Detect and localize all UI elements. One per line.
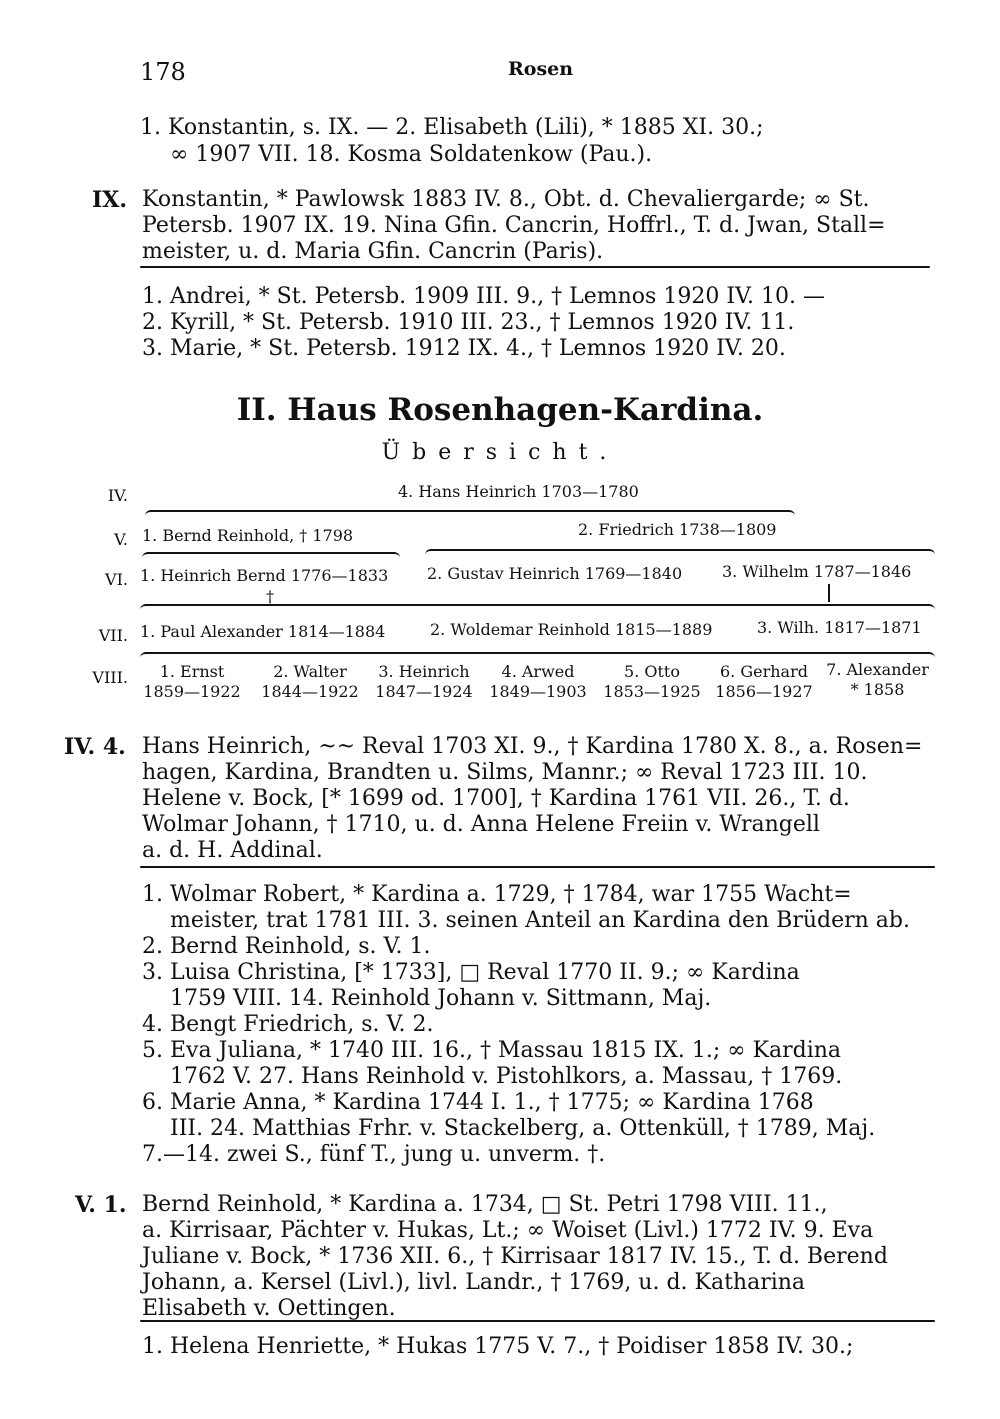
tree-gen-viii-date-1: 1859—1922 <box>143 682 241 701</box>
tree-bar-v1 <box>142 552 400 558</box>
tree-cross-mark: † <box>266 587 274 606</box>
top-line-1: 1. Konstantin, s. IX. — 2. Elisabeth (Lili), * 1885 XI. 30.; <box>140 115 764 140</box>
tree-gen-vii-item-3: 3. Wilh. 1817—1871 <box>757 618 922 637</box>
entry-iv4-child-6-cont: III. 24. Matthias Frhr. v. Stackelberg, a. Ottenküll, † 1789, Maj. <box>170 1116 876 1141</box>
tree-gen-viii-name-1: 1. Ernst <box>159 662 225 681</box>
entry-iv4-line-3: Helene v. Bock, [* 1699 od. 1700], † Kardina 1761 VII. 26., T. d. <box>142 786 850 811</box>
tree-bar-v2 <box>425 549 935 555</box>
tree-gen-vi-label: VI. <box>105 570 128 589</box>
entry-v1-line-3: Juliane v. Bock, * 1736 XII. 6., † Kirrisaar 1817 IV. 15., T. d. Berend <box>142 1244 888 1269</box>
tree-bar-iv <box>145 510 795 516</box>
tree-gen-viii-date-2: 1844—1922 <box>261 682 359 701</box>
tree-gen-v-item-1: 1. Bernd Reinhold, † 1798 <box>142 526 354 545</box>
tree-gen-viii-name-6: 6. Gerhard <box>720 662 808 681</box>
entry-iv4-child-7-14: 7.—14. zwei S., fünf T., jung u. unverm. †. <box>142 1142 606 1167</box>
entry-v1-line-4: Johann, a. Kersel (Livl.), livl. Landr., † 1769, u. d. Katharina <box>142 1270 806 1295</box>
entry-ix-child-3: 3. Marie, * St. Petersb. 1912 IX. 4., † Lemnos 1920 IV. 20. <box>142 336 786 361</box>
tree-bar-vii <box>140 652 935 658</box>
entry-iv4-child-6: 6. Marie Anna, * Kardina 1744 I. 1., † 1775; ∞ Kardina 1768 <box>142 1090 814 1115</box>
entry-iv4-label: IV. 4. <box>64 734 126 760</box>
tree-gen-viii-date-3: 1847—1924 <box>375 682 473 701</box>
tree-gen-viii-date-6: 1856—1927 <box>715 682 813 701</box>
entry-v1-line-5: Elisabeth v. Oettingen. <box>142 1296 396 1321</box>
entry-iv4-child-1: 1. Wolmar Robert, * Kardina a. 1729, † 1784, war 1755 Wacht= <box>142 882 852 907</box>
tree-gen-viii-name-7: 7. Alexander <box>826 660 929 679</box>
entry-iv4-line-1: Hans Heinrich, ~~ Reval 1703 XI. 9., † Kardina 1780 X. 8., a. Rosen= <box>142 734 923 759</box>
entry-iv4-child-5: 5. Eva Juliana, * 1740 III. 16., † Massau 1815 IX. 1.; ∞ Kardina <box>142 1038 842 1063</box>
entry-ix-line-3: meister, u. d. Maria Gfin. Cancrin (Paris). <box>142 239 604 264</box>
tree-gen-v-label: V. <box>114 530 128 549</box>
tree-gen-vi-item-3: 3. Wilhelm 1787—1846 <box>722 562 912 581</box>
page-number: 178 <box>140 58 186 86</box>
entry-v1-label: V. 1. <box>75 1192 127 1218</box>
tree-bar-vi <box>140 604 935 610</box>
entry-v1-line-2: a. Kirrisaar, Pächter v. Hukas, Lt.; ∞ Woiset (Livl.) 1772 IV. 9. Eva <box>142 1218 874 1243</box>
tree-gen-viii-date-7: * 1858 <box>850 680 905 699</box>
tree-gen-vi-item-2: 2. Gustav Heinrich 1769—1840 <box>427 564 683 583</box>
running-title: Rosen <box>508 58 574 80</box>
entry-ix-rule <box>140 266 930 268</box>
entry-ix-line-1: Konstantin, * Pawlowsk 1883 IV. 8., Obt. d. Chevaliergarde; ∞ St. <box>142 187 870 212</box>
entry-iv4-line-4: Wolmar Johann, † 1710, u. d. Anna Helene Freiin v. Wrangell <box>142 812 820 837</box>
tree-gen-vii-label: VII. <box>98 626 128 645</box>
top-line-2: ∞ 1907 VII. 18. Kosma Soldatenkow (Pau.). <box>170 142 653 167</box>
entry-iv4-rule <box>140 866 935 868</box>
overview-heading: Übersicht. <box>381 440 619 465</box>
entry-v1-child-1: 1. Helena Henriette, * Hukas 1775 V. 7., † Poidiser 1858 IV. 30.; <box>142 1334 854 1359</box>
entry-iv4-line-5: a. d. H. Addinal. <box>142 838 323 863</box>
tree-gen-viii-name-2: 2. Walter <box>273 662 347 681</box>
tree-gen-viii-date-5: 1853—1925 <box>603 682 701 701</box>
entry-ix-label: IX. <box>92 187 128 213</box>
tree-vertical-tick <box>828 584 830 602</box>
section-title: II. Haus Rosenhagen-Kardina. <box>236 392 764 428</box>
tree-gen-viii-label: VIII. <box>92 668 128 687</box>
entry-iv4-child-1-cont: meister, trat 1781 III. 3. seinen Anteil an Kardina den Brüdern ab. <box>170 908 910 933</box>
tree-gen-viii-name-5: 5. Otto <box>624 662 680 681</box>
tree-gen-vii-item-2: 2. Woldemar Reinhold 1815—1889 <box>430 620 713 639</box>
tree-gen-iv-item-1: 4. Hans Heinrich 1703—1780 <box>398 482 639 501</box>
entry-ix-child-1: 1. Andrei, * St. Petersb. 1909 III. 9., † Lemnos 1920 IV. 10. — <box>142 284 826 309</box>
tree-gen-viii-name-4: 4. Arwed <box>501 662 575 681</box>
entry-iv4-child-4: 4. Bengt Friedrich, s. V. 2. <box>142 1012 434 1037</box>
tree-gen-viii-date-4: 1849—1903 <box>489 682 587 701</box>
entry-iv4-child-3-cont: 1759 VIII. 14. Reinhold Johann v. Sittmann, Maj. <box>170 986 712 1011</box>
entry-ix-child-2: 2. Kyrill, * St. Petersb. 1910 III. 23., † Lemnos 1920 IV. 11. <box>142 310 795 335</box>
tree-gen-vii-item-1: 1. Paul Alexander 1814—1884 <box>140 622 386 641</box>
entry-v1-rule <box>140 1320 935 1322</box>
entry-iv4-line-2: hagen, Kardina, Brandten u. Silms, Mannr.; ∞ Reval 1723 III. 10. <box>142 760 868 785</box>
tree-gen-v-item-2: 2. Friedrich 1738—1809 <box>578 520 777 539</box>
entry-ix-line-2: Petersb. 1907 IX. 19. Nina Gfin. Cancrin, Hoffrl., T. d. Jwan, Stall= <box>142 213 886 238</box>
tree-gen-vi-item-1: 1. Heinrich Bernd 1776—1833 <box>140 566 389 585</box>
entry-iv4-child-3: 3. Luisa Christina, [* 1733], □ Reval 1770 II. 9.; ∞ Kardina <box>142 960 800 985</box>
tree-gen-viii-name-3: 3. Heinrich <box>378 662 470 681</box>
entry-iv4-child-5-cont: 1762 V. 27. Hans Reinhold v. Pistohlkors, a. Massau, † 1769. <box>170 1064 843 1089</box>
entry-v1-line-1: Bernd Reinhold, * Kardina a. 1734, □ St. Petri 1798 VIII. 11., <box>142 1192 828 1217</box>
tree-gen-iv-label: IV. <box>107 486 128 505</box>
entry-iv4-child-2: 2. Bernd Reinhold, s. V. 1. <box>142 934 431 959</box>
